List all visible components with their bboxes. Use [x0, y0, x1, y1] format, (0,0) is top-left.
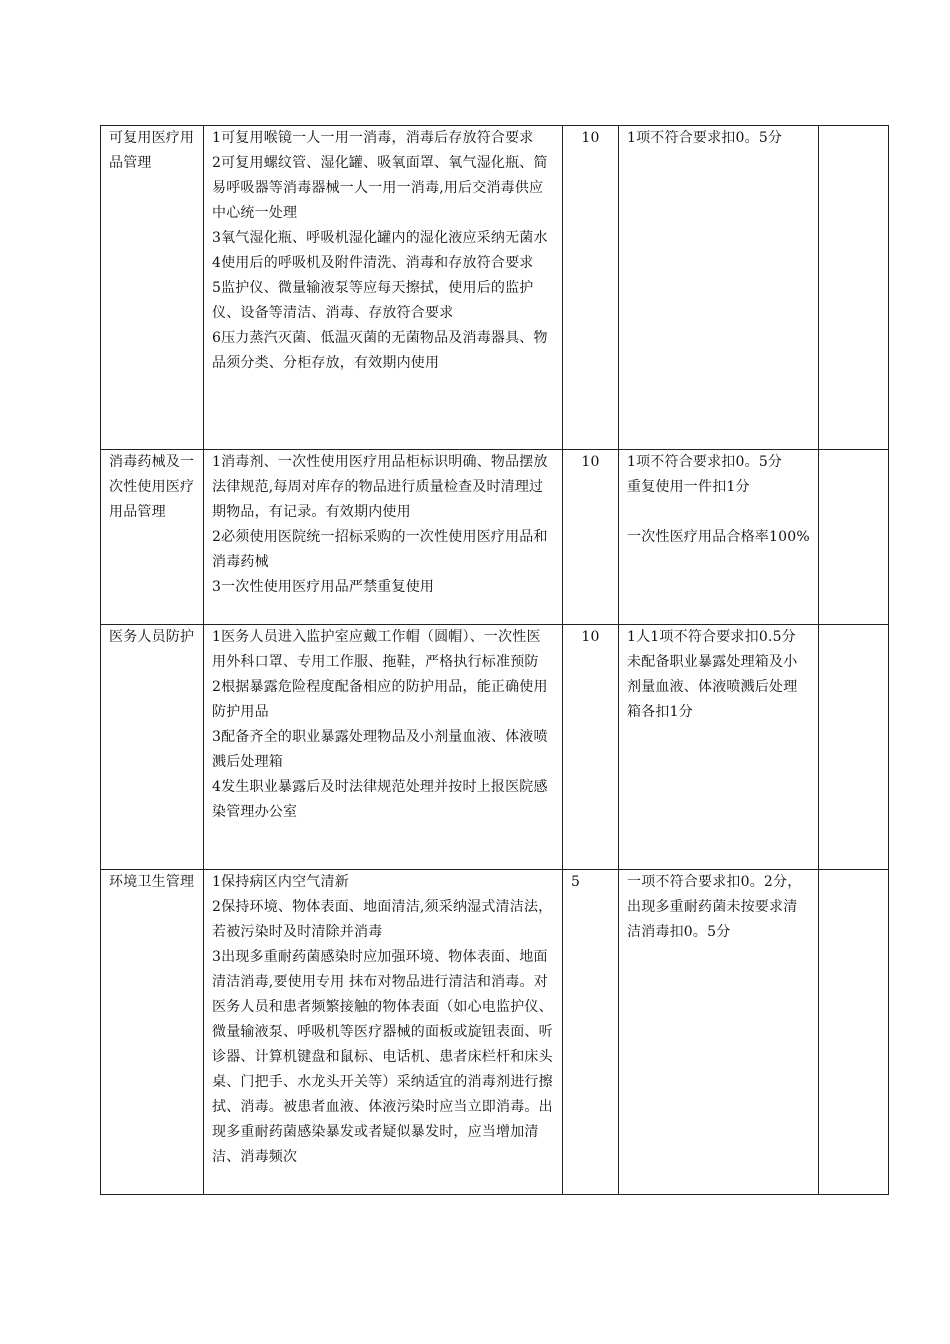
deduction-cell: [619, 126, 819, 450]
category-text: 可复用医疗用品管理: [109, 130, 195, 171]
category-text: 环境卫生管理: [109, 874, 195, 890]
requirement-item: 5监护仪、微量输液泵等应每天擦拭，使用后的监护仪、设备等清洁、消毒、存放符合要求: [212, 280, 534, 321]
remark-cell: [819, 126, 889, 450]
score-cell: [563, 450, 619, 625]
category-cell: [101, 126, 204, 450]
requirement-item: 3配备齐全的职业暴露处理物品及小剂量血液、体液喷溅后处理箱: [212, 729, 548, 770]
requirement-item: 2根据暴露危险程度配备相应的防护用品，能正确使用防护用品: [212, 679, 548, 720]
remark-cell: [819, 450, 889, 625]
score-cell: [563, 126, 619, 450]
table-row: [101, 450, 889, 625]
deduction-item: 1项不符合要求扣0。5分: [627, 454, 783, 470]
requirement-item: 4发生职业暴露后及时法律规范处理并按时上报医院感染管理办公室: [212, 779, 548, 820]
score-cell: [563, 625, 619, 870]
deduction-item: 一次性医疗用品合格率100%: [627, 529, 810, 545]
requirements-cell: [204, 625, 563, 870]
score-value: 10: [581, 130, 600, 146]
deduction-cell: [619, 870, 819, 1195]
remark-cell: [819, 870, 889, 1195]
score-cell: [563, 870, 619, 1195]
remark-cell: [819, 625, 889, 870]
requirements-cell: [204, 870, 563, 1195]
requirement-item: 3出现多重耐药菌感染时应加强环境、物体表面、地面清洁消毒,要使用专用 抹布对物品进行清洁和消毒。对医务人员和患者频繁接触的物体表面（如心电监护仪、微量输液泵、呼吸机等医疗器械的面板或旋钮表面、听诊器、计算机键盘和鼠标、电话机、患者床栏杆和床头桌、门把手、水龙头开关等）采纳适宜的消毒剂进行擦拭、消毒。被患者血液、体液污染时应当立即消毒。出现多重耐药菌感染暴发或者疑似暴发时，应当增加清洁、消毒频次: [212, 949, 553, 1165]
category-text: 医务人员防护: [109, 629, 195, 645]
score-value: 10: [581, 454, 600, 470]
requirement-item: 4使用后的呼吸机及附件清洗、消毒和存放符合要求: [212, 255, 534, 271]
table-row: [101, 870, 889, 1195]
requirement-item: 2保持环境、物体表面、地面清洁,须采纳湿式清洁法，若被污染时及时清除并消毒: [212, 899, 553, 940]
category-cell: [101, 625, 204, 870]
table-row: [101, 625, 889, 870]
category-cell: [101, 870, 204, 1195]
requirement-item: 1消毒剂、一次性使用医疗用品柜标识明确、物品摆放法律规范,每周对库存的物品进行质量检查及时清理过期物品，有记录。有效期内使用: [212, 454, 548, 520]
requirement-item: 6压力蒸汽灭菌、低温灭菌的无菌物品及消毒器具、物品须分类、分柜存放，有效期内使用: [212, 330, 548, 371]
deduction-cell: [619, 450, 819, 625]
score-value: 5: [571, 874, 581, 890]
requirement-item: 2必须使用医院统一招标采购的一次性使用医疗用品和消毒药械: [212, 529, 548, 570]
deduction-cell: [619, 625, 819, 870]
category-cell: [101, 450, 204, 625]
requirement-item: 1可复用喉镜一人一用一消毒，消毒后存放符合要求: [212, 130, 534, 146]
table-row: [101, 126, 889, 450]
requirements-cell: [204, 126, 563, 450]
requirement-item: 1医务人员进入监护室应戴工作帽（圆帽）、一次性医用外科口罩、专用工作服、拖鞋，严格执行标准预防: [212, 629, 541, 670]
deduction-item: 一项不符合要求扣0。2分，出现多重耐药菌未按要求清洁消毒扣0。5分: [627, 874, 802, 940]
requirement-item: 3一次性使用医疗用品严禁重复使用: [212, 579, 435, 595]
requirement-item: 1保持病区内空气清新: [212, 874, 349, 890]
score-value: 10: [581, 629, 600, 645]
deduction-item: 1人1项不符合要求扣0.5分: [627, 629, 796, 645]
deduction-item: 1项不符合要求扣0。5分: [627, 130, 783, 146]
requirement-item: 2可复用螺纹管、湿化罐、吸氧面罩、氧气湿化瓶、简易呼吸器等消毒器械一人一用一消毒,用后交消毒供应中心统一处理: [212, 155, 548, 221]
deduction-item: 未配备职业暴露处理箱及小剂量血液、体液喷溅后处理箱各扣1分: [627, 654, 798, 720]
requirements-cell: [204, 450, 563, 625]
deduction-item: 重复使用一件扣1分: [627, 479, 750, 495]
inspection-table: [100, 125, 889, 1195]
requirement-item: 3氧气湿化瓶、呼吸机湿化罐内的湿化液应采纳无菌水: [212, 230, 548, 246]
category-text: 消毒药械及一次性使用医疗用品管理: [109, 454, 195, 520]
deduction-spacer: [627, 500, 810, 525]
